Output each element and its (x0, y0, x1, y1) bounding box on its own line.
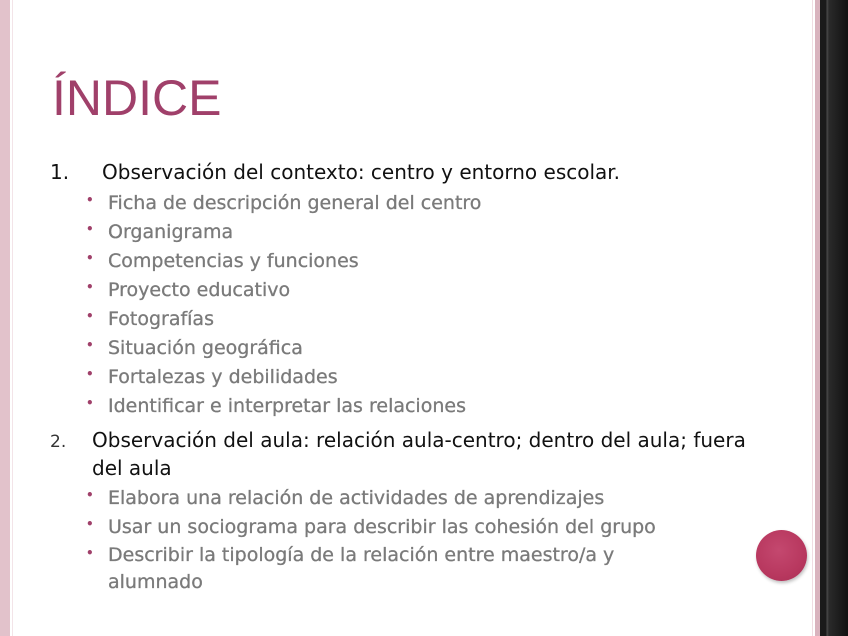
bullet-icon: • (86, 280, 94, 294)
list-item-text: Situación geográfica (108, 337, 303, 359)
list-item (84, 218, 481, 247)
list-item-text: Usar un sociograma para describir las cohesión del grupo (108, 516, 656, 538)
list-item-text: Identificar e interpretar las relaciones (108, 395, 466, 417)
list-item (84, 334, 481, 363)
slide-title: ÍNDICE (52, 70, 222, 126)
section-2-list (84, 484, 708, 596)
bullet-icon: • (86, 488, 94, 502)
section-number: 1. (50, 160, 70, 184)
right-dark-bar (820, 0, 848, 636)
list-item-text: Organigrama (108, 221, 234, 243)
bullet-icon: • (86, 396, 94, 410)
list-item-text: Proyecto educativo (108, 279, 291, 301)
list-item-text: Fotografías (108, 308, 214, 330)
section-number: 2. (50, 432, 67, 452)
section-heading: Observación del contexto: centro y entorno escolar. (102, 160, 621, 184)
bullet-icon: • (86, 517, 94, 531)
left-border-line (12, 0, 13, 636)
bullet-icon: • (86, 251, 94, 265)
list-item (84, 392, 481, 421)
list-item (84, 276, 481, 305)
bullet-icon: • (86, 222, 94, 236)
bullet-icon: • (86, 193, 94, 207)
list-item (84, 513, 708, 542)
list-item-text: Describir la tipología de la relación entre maestro/a y alumnado (108, 544, 615, 593)
bullet-icon: • (86, 367, 94, 381)
list-item-text: Competencias y funciones (108, 250, 359, 272)
circle-button-icon[interactable] (756, 530, 807, 581)
list-item-text: Elabora una relación de actividades de aprendizajes (108, 487, 605, 509)
list-item-text: Ficha de descripción general del centro (108, 192, 482, 214)
list-item (84, 247, 481, 276)
right-border-line (812, 0, 813, 636)
bullet-icon: • (86, 338, 94, 352)
section-1-list (84, 189, 481, 421)
list-item (84, 484, 708, 513)
list-item (84, 542, 708, 596)
left-border-decoration (0, 0, 10, 636)
list-item (84, 305, 481, 334)
list-item-text: Fortalezas y debilidades (108, 366, 338, 388)
list-item (84, 363, 481, 392)
bullet-icon: • (86, 546, 94, 560)
bullet-icon: • (86, 309, 94, 323)
list-item (84, 189, 481, 218)
section-heading: Observación del aula: relación aula-centro; dentro del aula; fuera del aula (92, 428, 746, 480)
